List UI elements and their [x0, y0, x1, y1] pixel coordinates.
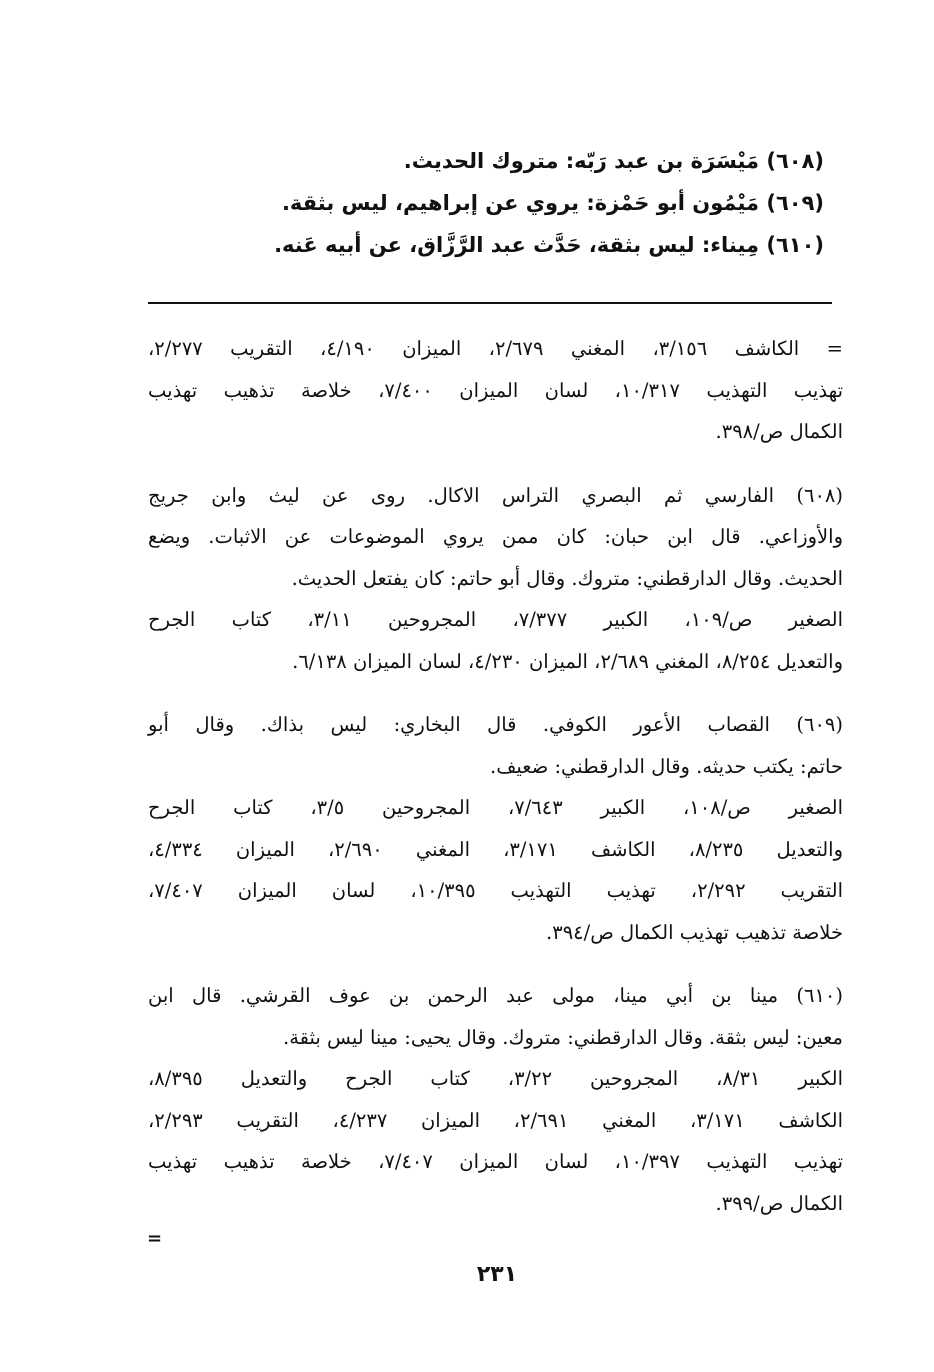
footnote-line: تهذيب التهذيب ١٠/٣٩٧، لسان الميزان ٧/٤٠٧، خلاصة تذهيب تهذيب: [148, 1150, 844, 1173]
footnote-line: والأوزاعي. قال ابن حبان: كان ممن يروي الموضوعات عن الاثبات. ويضع: [148, 525, 843, 548]
footnote-line: الصغير ص/١٠٨، الكبير ٧/٦٤٣، المجروحين ٣/٥، كتاب الجرح: [148, 796, 843, 819]
footnote-610: [148, 975, 843, 1224]
footnote-line: الحديث. وقال الدارقطني: متروك. وقال أبو حاتم: كان يفتعل الحديث.: [291, 566, 843, 590]
footnote-line: خلاصة تذهيب تهذيب الكمال ص/٣٩٤.: [546, 920, 843, 944]
entry-610: (٦١٠) مِيناء: ليس بثقة، حَدَّث عبد الرَّزَّاق، عن أبيه عَنه.: [274, 233, 824, 257]
footnote-line: الكمال ص/٣٩٩.: [715, 1191, 843, 1215]
footnote-line: معين: ليس بثقة. وقال الدارقطني: متروك. وقال يحيى: مينا ليس بثقة.: [283, 1025, 843, 1049]
footnote-line: حاتم: يكتب حديثه. وقال الدارقطني: ضعيف.: [490, 754, 843, 778]
footnote-608: [148, 475, 843, 683]
footnote-line: (٦١٠) مينا بن أبي مينا، مولى عبد الرحمن بن عوف القرشي. قال ابن: [148, 984, 843, 1007]
continuation-mark: =: [147, 1228, 163, 1249]
entry-609: (٦٠٩) مَيْمُون أبو حَمْزة: يروي عن إبراهيم، ليس بثقة.: [281, 191, 824, 215]
footnote-line: = الكاشف ٣/١٥٦، المغني ٢/٦٧٩، الميزان ٤/١٩٠، التقريب ٢/٢٧٧،: [148, 337, 843, 360]
footnote-line: تهذيب التهذيب ١٠/٣١٧، لسان الميزان ٧/٤٠٠، خلاصة تذهيب تهذيب: [148, 378, 844, 402]
entry-608: (٦٠٨) مَيْسَرَة بن عبد رَبّه: متروك الحديث.: [403, 149, 824, 173]
page-number: ٢٣١: [476, 1262, 518, 1287]
footnote-line: (٦٠٩) القصاب الأعور الكوفي. قال البخاري: ليس بذاك. وقال أبو: [148, 713, 843, 736]
footnote-609: [148, 704, 843, 953]
footnote-line: التقريب ٢/٢٩٢، تهذيب التهذيب ١٠/٣٩٥، لسان الميزان ٧/٤٠٧،: [148, 879, 843, 902]
footnote-divider: [148, 302, 832, 304]
footnote-line: الكمال ص/٣٩٨.: [715, 420, 843, 443]
footnote-line: والتعديل ٨/٢٣٥، الكاشف ٣/١٧١، المغني ٢/٦٩٠، الميزان ٤/٣٣٤،: [148, 837, 843, 861]
footnote-line: الكبير ٨/٣١، المجروحين ٣/٢٢، كتاب الجرح والتعديل ٨/٣٩٥،: [148, 1067, 843, 1090]
footnote-line: (٦٠٨) الفارسي ثم البصري التراس الاكال. روى عن ليث وابن جريج: [148, 483, 843, 507]
footnotes: [148, 328, 843, 1246]
footnote-line: الكاشف ٣/١٧١، المغني ٢/٦٩١، الميزان ٤/٢٣٧، التقريب ٢/٢٩٣،: [148, 1108, 843, 1132]
footnote-line: الصغير ص/١٠٩، الكبير ٧/٣٧٧، المجروحين ٣/١١، كتاب الجرح: [148, 608, 843, 631]
main-entries: [204, 140, 824, 266]
footnote-continuation: [148, 328, 843, 453]
footnote-line: والتعديل ٨/٢٥٤، المغني ٢/٦٨٩، الميزان ٤/٢٣٠، لسان الميزان ٦/١٣٨.: [292, 649, 843, 673]
